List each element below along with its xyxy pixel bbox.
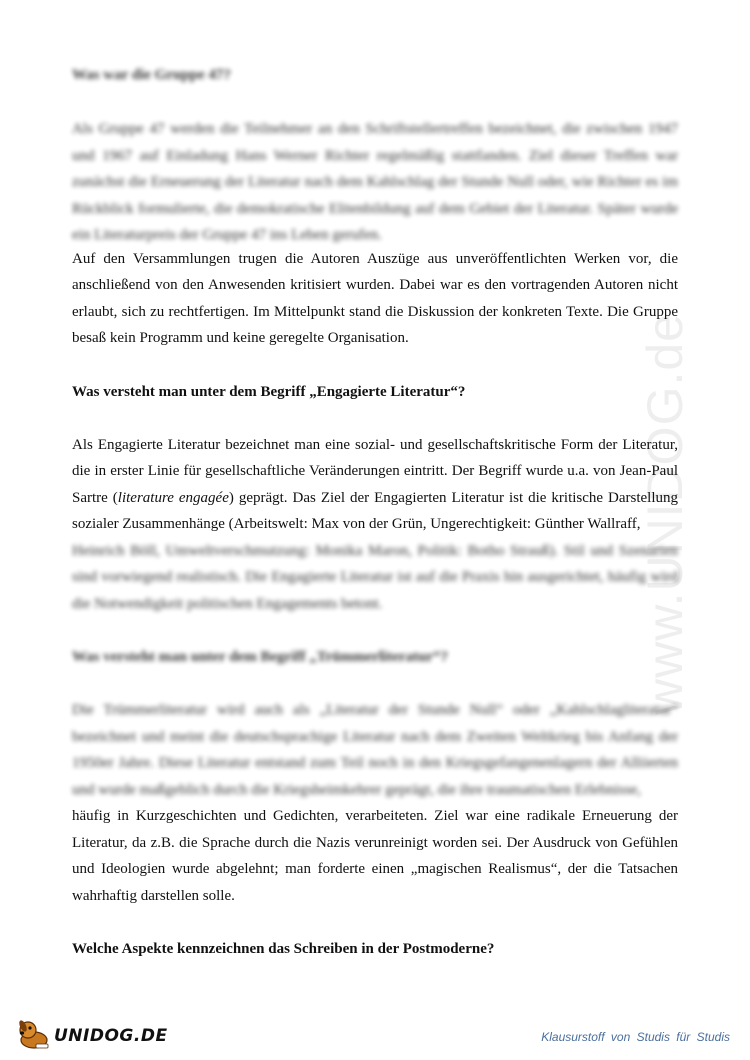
paragraph-engagierte-blurred: Heinrich Böll, Umweltverschmutzung: Monika Maron, Politik: Botho Strauß). Stil und Szenarien sind vorwiegend realistisch. Die Engagierte Literatur ist auf die Praxis hin ausgerichtet, häufig wird die Notwendigkeit politischen Engagements betont. (72, 542, 678, 612)
paragraph-engagierte-part-b: ) geprägt. Das Ziel der Engagierten Literatur ist die kritische Darstellung sozialer Zusammenhänge (Arbeitswelt: Max von der Grün, Ungerechtigkeit: Günther Wallraff, (72, 489, 679, 532)
paragraph-truemmer-blurred: Die Trümmerliteratur wird auch als „Literatur der Stunde Null“ oder „Kahlschlagliteratur“ bezeichnet und meint die deutschsprachige Literatur nach dem Zweiten Weltkrieg bis Anfang der 1950er Jahre. Diese Literatur entstand zum Teil noch in den Kriegsgefangenenlagern der Alliierten und wurde maßgeblich durch die Kriegsheimkehrer geprägt, die ihre traumatischen Erlebnisse, (72, 702, 678, 798)
unidog-logo (14, 1018, 168, 1050)
paragraph-engagierte-literatur (72, 432, 678, 538)
paragraph-engagierte-italic: literature engagée (117, 489, 229, 506)
paragraph-gruppe-47-versammlungen: Auf den Versammlungen trugen die Autoren Auszüge aus unveröffentlichten Werken vor, die anschließend von den Anwesenden kritisiert wurden. Dabei war es den vortragenden Autoren nicht erlaubt, sich zu rechtfertigen. Im Mittelpunkt stand die Diskussion der konkreten Texte. Die Gruppe besaß kein Programm und keine geregelte Organisation. (72, 250, 678, 346)
watermark: www.UNIDOG.de (637, 313, 693, 715)
dog-mascot-icon (14, 1018, 54, 1050)
heading-postmoderne: Welche Aspekte kennzeichnen das Schreiben in der Postmoderne? (72, 941, 495, 957)
heading-gruppe-47: Was war die Gruppe 47? (72, 67, 231, 83)
logo-text: UNIDOG.DE (54, 1026, 168, 1046)
paragraph-gruppe-47-intro: Als Gruppe 47 werden die Teilnehmer an den Schriftstellertreffen bezeichnet, die zwischen 1947 und 1967 auf Einladung Hans Werner Richter regelmäßig stattfanden. Ziel dieser Treffen war zunächst die Erneuerung der Literatur nach dem Kahlschlag der Stunde Null oder, wie Richter es im Rückblick formulierte, die demokratische Elitenbildung auf dem Gebiet der Literatur. Später wurde ein Literaturpreis der Gruppe 47 ins Leben gerufen. (72, 121, 678, 243)
heading-truemmerliteratur: Was versteht man unter dem Begriff „Trümmerliteratur“? (72, 649, 449, 665)
paragraph-truemmer-clear: häufig in Kurzgeschichten und Gedichten, verarbeiteten. Ziel war eine radikale Erneuerung der Literatur, da z.B. die Sprache durch die Nazis verunreinigt worden sei. Der Ausdruck von Gefühlen und Ideologien wurde abgelehnt; man forderte einen „magischen Realismus“, der die Tatsachen wahrhaftig darstellen solle. (72, 808, 678, 904)
footer-tagline: Klausurstoff von Studis für Studis (541, 1030, 730, 1044)
heading-engagierte-literatur: Was versteht man unter dem Begriff „Engagierte Literatur“? (72, 383, 466, 400)
document-body (72, 62, 678, 962)
paragraph-engagierte-part-a: Als Engagierte Literatur bezeichnet man eine sozial- und gesellschaftskritische Form der Literatur, die in erster Linie für gesellschaftliche Veränderungen eintritt. Der Begriff wurde u.a. von Jean-Paul Sartre ( (72, 436, 678, 506)
